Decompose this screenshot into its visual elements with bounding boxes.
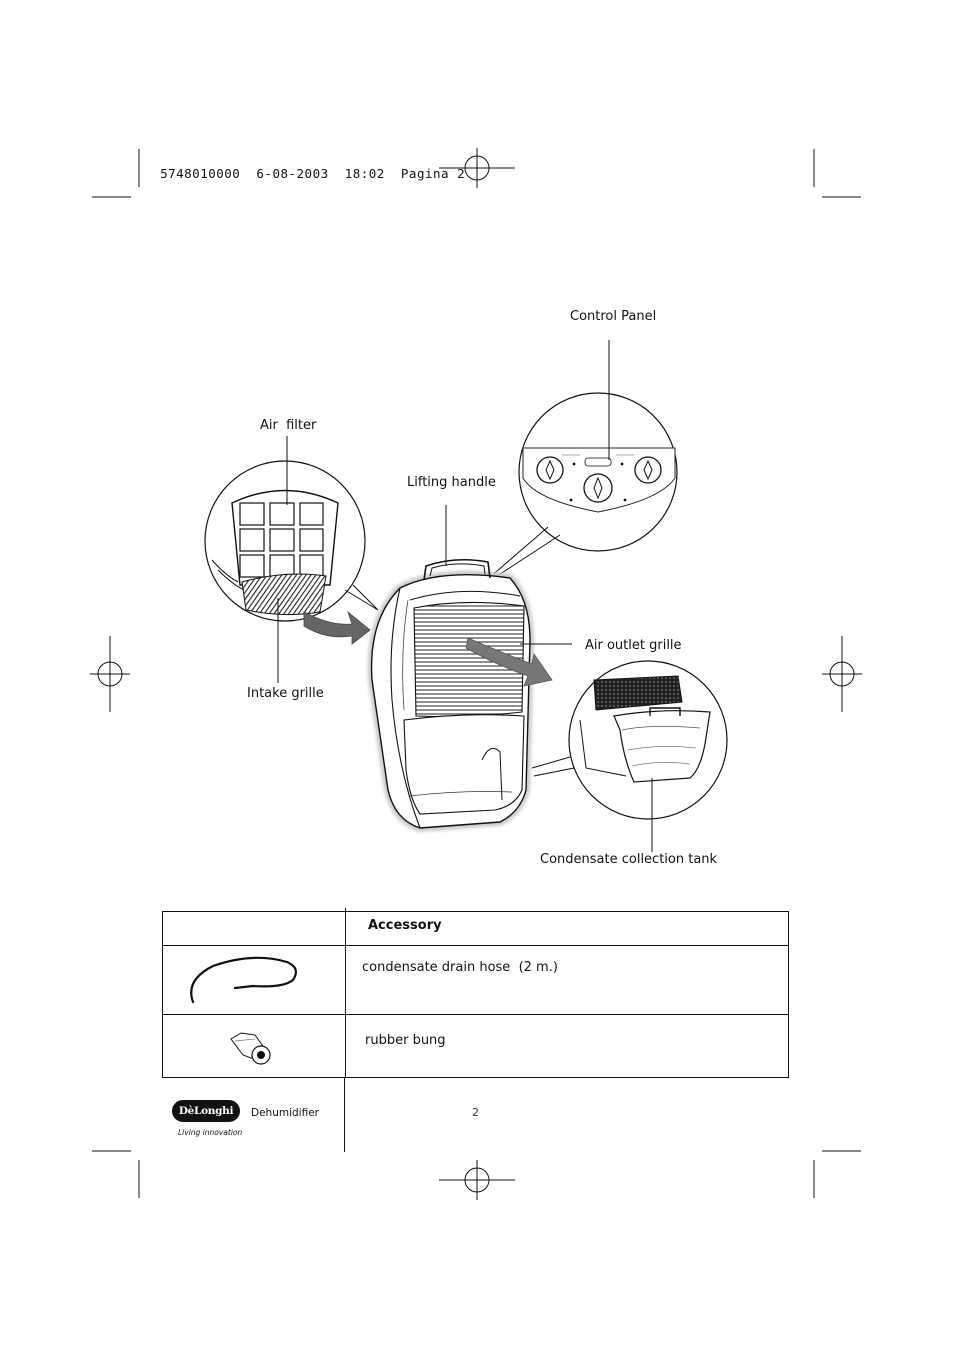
footer-divider bbox=[344, 1078, 345, 1152]
slug-time: 18:02 bbox=[344, 166, 385, 181]
intake-grille-detail bbox=[242, 574, 326, 615]
label-intake-grille: Intake grille bbox=[247, 686, 324, 701]
label-air-filter: Air filter bbox=[260, 418, 317, 433]
intake-flow-arrow bbox=[304, 612, 370, 644]
label-lifting-handle: Lifting handle bbox=[407, 475, 496, 490]
slug-date: 6-08-2003 bbox=[256, 166, 329, 181]
table-row bbox=[163, 1015, 788, 1078]
brand-logo-text: DèLonghi bbox=[178, 1105, 234, 1117]
label-air-outlet-grille: Air outlet grille bbox=[585, 638, 682, 653]
air-filter-callout bbox=[205, 461, 378, 621]
panel-indicator bbox=[585, 458, 611, 466]
page-number: 2 bbox=[472, 1106, 479, 1119]
accessory-text: rubber bung bbox=[365, 1033, 446, 1048]
footer-product-name: Dehumidifier bbox=[251, 1107, 319, 1119]
condensate-tank-callout bbox=[532, 661, 727, 819]
slug-page: Pagina 2 bbox=[400, 166, 466, 181]
registration-mark-bottom bbox=[439, 1160, 515, 1200]
table-header-accessory: Accessory bbox=[368, 918, 442, 933]
brand-tagline: Living innovation bbox=[178, 1128, 243, 1137]
accessory-table bbox=[162, 911, 789, 1078]
table-row bbox=[163, 946, 788, 1014]
slug-code: 5748010000 bbox=[160, 166, 241, 181]
label-condensate-tank: Condensate collection tank bbox=[540, 852, 718, 867]
rubber-bung-icon bbox=[225, 1029, 275, 1069]
label-control-panel: Control Panel bbox=[570, 309, 657, 324]
brand-logo bbox=[172, 1100, 242, 1126]
control-panel-callout bbox=[489, 393, 677, 580]
tank-front bbox=[404, 715, 524, 814]
drain-hose-icon bbox=[183, 950, 303, 1010]
dehumidifier-body bbox=[372, 560, 530, 828]
accessory-text: condensate drain hose (2 m.) bbox=[362, 960, 558, 975]
